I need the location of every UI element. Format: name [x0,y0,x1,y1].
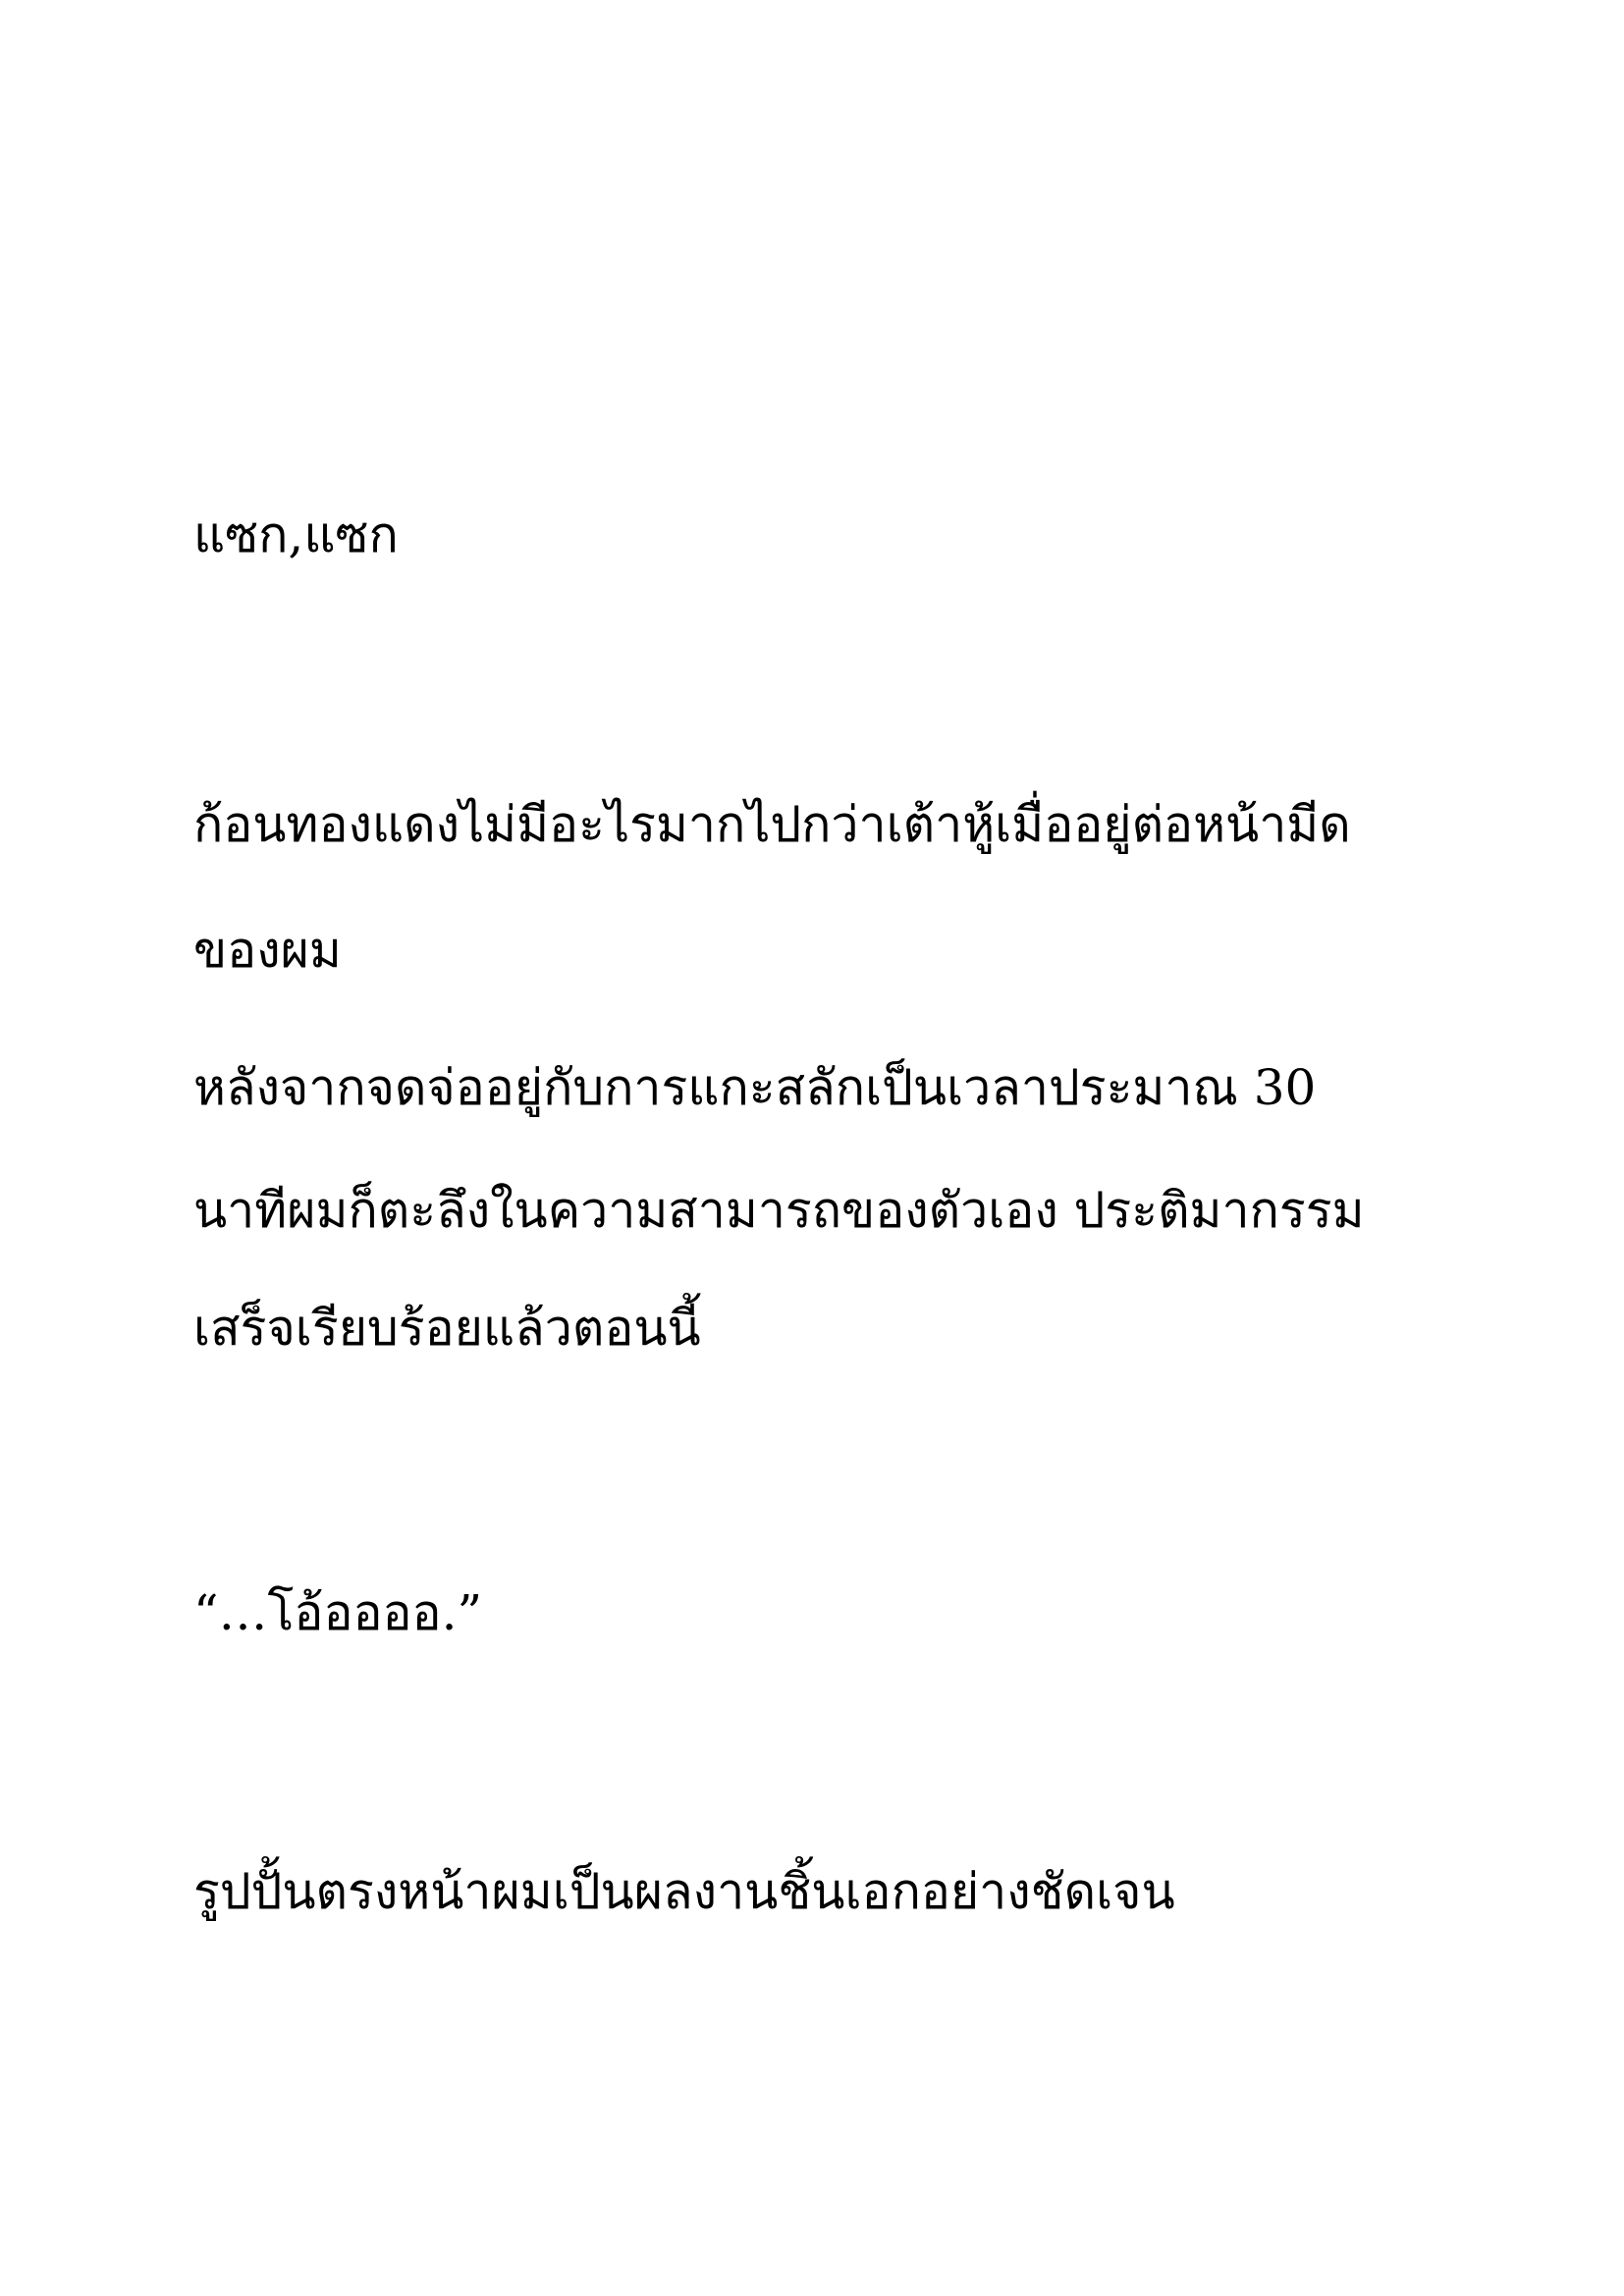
text-line-6: เสร็จเรียบร้อยแล้วตอนนี้ [193,1300,701,1357]
text-line-5: นาทีผมก็ตะลึงในความสามารถของตัวเอง ประติมากรรม [193,1182,1365,1239]
text-line-8: รูปปั้นตรงหน้าผมเป็นผลงานชิ้นเอกอย่างชัดเจน [193,1863,1175,1920]
text-line-2: ก้อนทองแดงไม่มีอะไรมากไปกว่าเต้าหู้เมื่ออยู่ต่อหน้ามีด [193,796,1351,853]
text-line-1: แซก,แซก [193,507,399,563]
text-line-3: ของผม [193,922,342,979]
text-line-7: “…โอ้ออออ.” [193,1584,483,1641]
text-line-4: หลังจากจดจ่ออยู่กับการแกะสลักเป็นเวลาประมาณ 30 [193,1059,1317,1116]
